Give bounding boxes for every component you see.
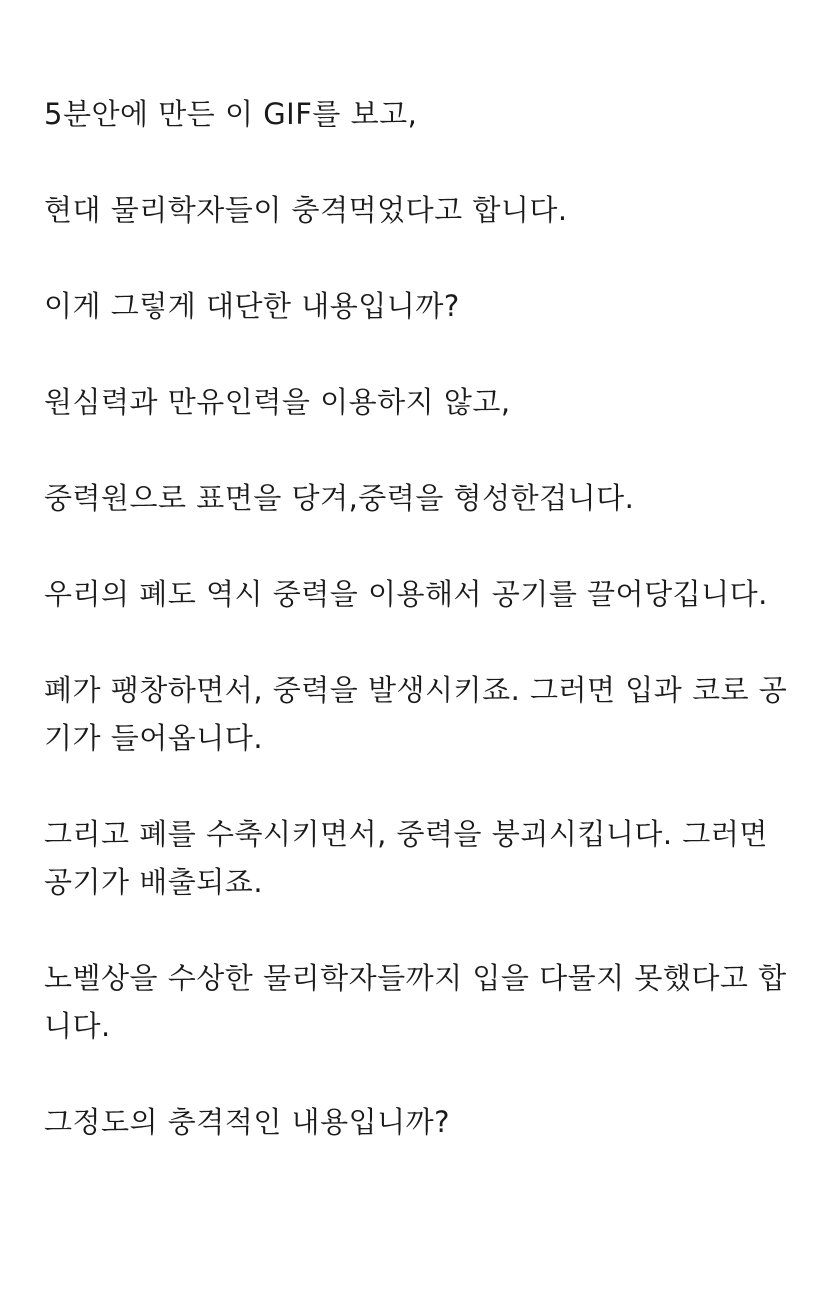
paragraph-1: 5분안에 만든 이 GIF를 보고, (44, 97, 418, 131)
paragraph-5: 중력원으로 표면을 당겨,중력을 형성한겁니다. (44, 481, 635, 515)
paragraph-8: 그리고 폐를 수축시키면서, 중력을 붕괴시킵니다. 그러면 공기가 배출되죠. (44, 817, 768, 899)
paragraph-4: 원심력과 만유인력을 이용하지 않고, (44, 385, 511, 419)
paragraph-9: 노벨상을 수상한 물리학자들까지 입을 다물지 못했다고 합니다. (44, 961, 787, 1043)
post-body (44, 90, 794, 1194)
paragraph-6: 우리의 폐도 역시 중력을 이용해서 공기를 끌어당깁니다. (44, 577, 768, 611)
paragraph-2: 현대 물리학자들이 충격먹었다고 합니다. (44, 193, 568, 227)
paragraph-10: 그정도의 충격적인 내용입니까? (44, 1105, 451, 1139)
paragraph-3: 이게 그렇게 대단한 내용입니까? (44, 289, 460, 323)
paragraph-7: 폐가 팽창하면서, 중력을 발생시키죠. 그러면 입과 코로 공기가 들어옵니다. (44, 673, 788, 755)
